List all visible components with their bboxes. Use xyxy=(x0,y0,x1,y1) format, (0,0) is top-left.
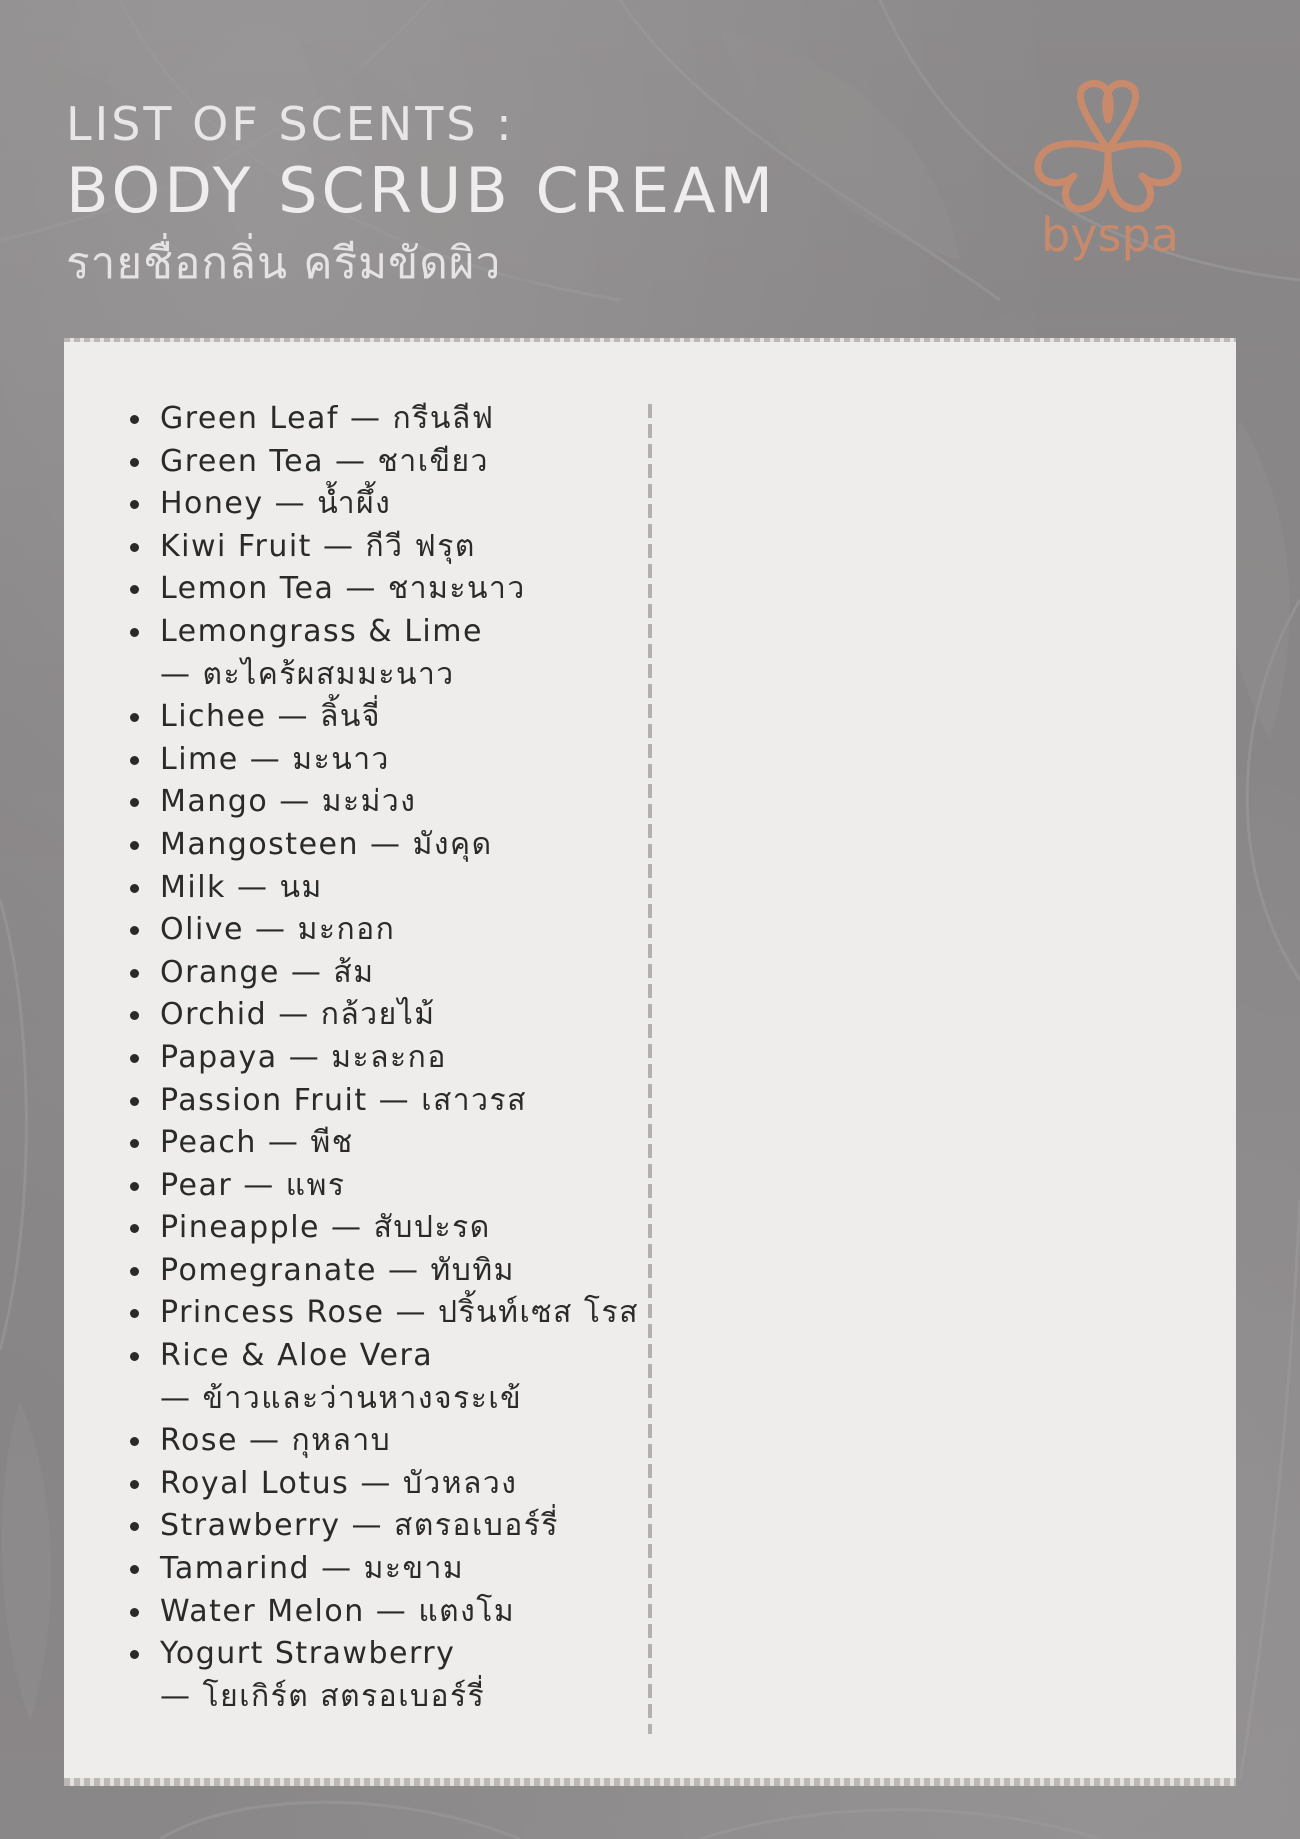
scent-name: Princess Rose — ปริ้นท์เซส โรส xyxy=(160,1295,639,1331)
list-item xyxy=(130,781,650,824)
list-item xyxy=(130,739,650,782)
scent-name: Rice & Aloe Vera xyxy=(160,1338,434,1374)
list-item xyxy=(130,1548,650,1591)
column-divider xyxy=(648,404,652,1734)
clover-heart-logo-icon xyxy=(1028,80,1188,220)
page-title: BODY SCRUB CREAM xyxy=(66,154,777,227)
list-item xyxy=(130,1165,650,1208)
brand-name: byspa xyxy=(1041,208,1179,262)
scent-name: Orange — ส้ม xyxy=(160,954,375,990)
list-item xyxy=(130,1420,650,1463)
scent-name: Mango — มะม่วง xyxy=(160,784,417,820)
list-item xyxy=(130,483,650,526)
scent-name-continued: — ตะไคร้ผสมมะนาว xyxy=(160,656,455,692)
list-item xyxy=(130,1505,650,1548)
list-item xyxy=(130,526,650,569)
scent-list xyxy=(130,398,650,1718)
list-item xyxy=(130,1037,650,1080)
scent-name: Kiwi Fruit — กีวี ฟรุต xyxy=(160,528,476,564)
scent-name: Green Leaf — กรีนลีฟ xyxy=(160,401,495,436)
scent-name: Strawberry — สตรอเบอร์รี่ xyxy=(160,1508,559,1544)
list-item xyxy=(130,867,650,910)
list-item xyxy=(130,1250,650,1293)
scent-name-continued: — โยเกิร์ต สตรอเบอร์รี่ xyxy=(160,1678,486,1714)
scent-name: Lemon Tea — ชามะนาว xyxy=(160,571,526,607)
list-item xyxy=(130,909,650,952)
scent-name: Water Melon — แตงโม xyxy=(160,1593,516,1629)
scent-name: Olive — มะกอก xyxy=(160,912,396,948)
list-item xyxy=(130,1292,650,1335)
list-item xyxy=(130,1122,650,1165)
scent-name: Honey — น้ำผึ้ง xyxy=(160,486,392,522)
brand-logo xyxy=(1020,80,1200,270)
list-item xyxy=(130,611,650,696)
scent-name: Milk — นม xyxy=(160,869,323,905)
list-item xyxy=(130,1335,650,1420)
list-item xyxy=(130,1080,650,1123)
header-kicker: LIST OF SCENTS : xyxy=(66,97,515,151)
scent-name: Mangosteen — มังคุด xyxy=(160,826,493,862)
list-item xyxy=(130,1633,650,1718)
scent-name: Peach — พีช xyxy=(160,1125,354,1161)
list-item xyxy=(130,441,650,484)
list-item xyxy=(130,1591,650,1634)
scent-name: Tamarind — มะขาม xyxy=(160,1551,465,1587)
scent-name: Pomegranate — ทับทิม xyxy=(160,1252,515,1288)
header xyxy=(66,96,777,294)
scent-name: Green Tea — ชาเขียว xyxy=(160,443,489,479)
list-item xyxy=(130,568,650,611)
scent-name: Pear — แพร xyxy=(160,1167,346,1203)
scent-name: Yogurt Strawberry xyxy=(160,1636,456,1672)
scent-name: Passion Fruit — เสาวรส xyxy=(160,1082,527,1118)
card-bottom-border xyxy=(64,1778,1236,1786)
scent-name-continued: — ข้าวและว่านหางจระเข้ xyxy=(160,1380,523,1416)
scent-name: Papaya — มะละกอ xyxy=(160,1039,447,1075)
scent-name: Rose — กุหลาบ xyxy=(160,1423,392,1459)
list-item xyxy=(130,1463,650,1506)
list-item xyxy=(130,994,650,1037)
scent-name: Lime — มะนาว xyxy=(160,741,390,777)
scent-name: Pineapple — สับปะรด xyxy=(160,1210,491,1246)
scent-name: Royal Lotus — บัวหลวง xyxy=(160,1465,518,1501)
scent-name: Orchid — กล้วยไม้ xyxy=(160,997,436,1033)
list-item xyxy=(130,1207,650,1250)
page-subtitle: รายชื่อกลิ่น ครีมขัดผิว xyxy=(66,238,502,289)
scent-name: Lemongrass & Lime xyxy=(160,613,483,649)
list-item xyxy=(130,398,650,441)
list-item xyxy=(130,696,650,739)
list-item xyxy=(130,824,650,867)
scent-name: Lichee — ลิ้นจี่ xyxy=(160,699,382,735)
list-item xyxy=(130,952,650,995)
